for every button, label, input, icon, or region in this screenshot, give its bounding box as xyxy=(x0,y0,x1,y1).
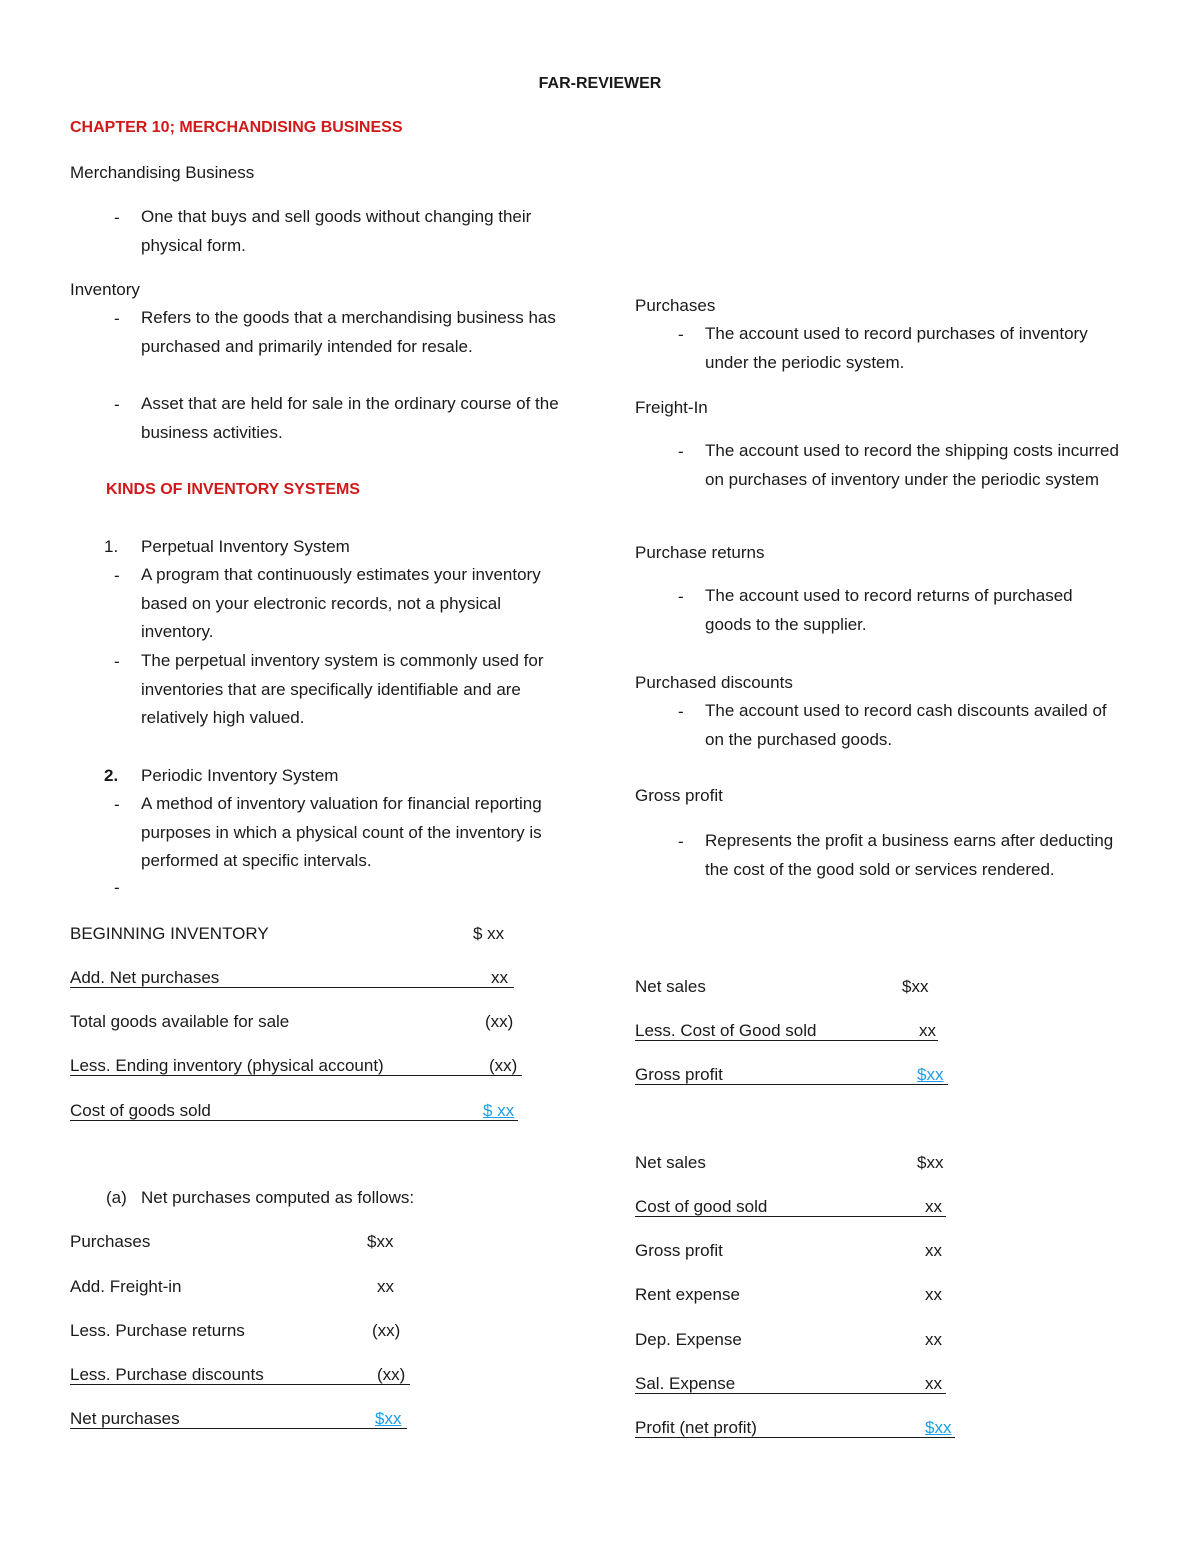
net-label: Gross profit xyxy=(635,1241,723,1260)
periodic-item: A method of inventory valuation for financial reporting purposes in which a physical count of the inventory is performed at specific intervals. xyxy=(141,794,542,871)
np-label: Purchases xyxy=(70,1232,151,1251)
cogs-label: Less. Ending inventory (physical account) xyxy=(70,1056,384,1075)
bullet-dash: - xyxy=(114,208,120,227)
bullet-dash: - xyxy=(114,795,120,814)
gp-total-value: $xx xyxy=(917,1065,944,1084)
gp-label: Net sales xyxy=(635,977,706,996)
gp-total-label: Gross profit xyxy=(635,1065,723,1084)
net-purchases-heading: Net purchases computed as follows: xyxy=(141,1188,415,1207)
underline-rule xyxy=(635,1084,948,1085)
np-value: (xx) xyxy=(372,1321,401,1340)
cogs-label: Total goods available for sale xyxy=(70,1012,290,1031)
net-value: xx xyxy=(925,1330,942,1349)
underline-rule xyxy=(635,1393,946,1394)
np-value: xx xyxy=(377,1277,394,1296)
chapter-heading: CHAPTER 10; MERCHANDISING BUSINESS xyxy=(70,119,403,136)
bullet-dash: - xyxy=(678,832,684,851)
bullet-dash: - xyxy=(678,442,684,461)
bullet-dash: - xyxy=(114,878,120,897)
net-label: Net sales xyxy=(635,1153,706,1172)
merch-desc: One that buys and sell goods without changing their physical form. xyxy=(141,207,532,255)
cogs-total-label: Cost of goods sold xyxy=(70,1101,211,1120)
merch-heading: Merchandising Business xyxy=(70,163,255,182)
perpetual-item: The perpetual inventory system is commonly used for inventories that are specifically identifiable and are relatively high valued. xyxy=(141,651,544,728)
def-desc: The account used to record returns of purchased goods to the supplier. xyxy=(705,586,1073,634)
cogs-label: BEGINNING INVENTORY xyxy=(70,924,269,943)
net-label: Rent expense xyxy=(635,1285,740,1304)
cogs-total-value: $ xx xyxy=(483,1101,515,1120)
page-title: FAR-REVIEWER xyxy=(538,75,662,92)
net-value: xx xyxy=(925,1241,942,1260)
def-heading: Purchases xyxy=(635,296,716,315)
cogs-value: (xx) xyxy=(489,1056,518,1075)
np-value: $xx xyxy=(367,1232,394,1251)
underline-rule xyxy=(70,987,514,988)
np-label: Less. Purchase discounts xyxy=(70,1365,264,1384)
net-total-label: Profit (net profit) xyxy=(635,1418,757,1437)
bullet-dash: - xyxy=(678,587,684,606)
kinds-heading: KINDS OF INVENTORY SYSTEMS xyxy=(106,481,360,498)
net-value: xx xyxy=(925,1285,942,1304)
bullet-dash: - xyxy=(678,702,684,721)
underline-rule xyxy=(635,1040,938,1041)
np-value: (xx) xyxy=(377,1365,406,1384)
net-value: xx xyxy=(925,1197,942,1216)
def-desc: Represents the profit a business earns after deducting the cost of the good sold or services rendered. xyxy=(705,831,1114,879)
def-heading: Purchase returns xyxy=(635,543,765,562)
cogs-value: (xx) xyxy=(485,1012,514,1031)
np-total-value: $xx xyxy=(375,1409,402,1428)
def-heading: Gross profit xyxy=(635,786,723,805)
net-value: $xx xyxy=(917,1153,944,1172)
bullet-dash: - xyxy=(114,309,120,328)
bullet-dash: - xyxy=(114,395,120,414)
inventory-item: Asset that are held for sale in the ordinary course of the business activities. xyxy=(141,394,559,442)
net-label: Sal. Expense xyxy=(635,1374,736,1393)
net-label: Dep. Expense xyxy=(635,1330,742,1349)
underline-rule xyxy=(70,1075,522,1076)
underline-rule xyxy=(70,1120,518,1121)
underline-rule xyxy=(635,1437,955,1438)
inventory-heading: Inventory xyxy=(70,280,140,299)
underline-rule xyxy=(70,1428,407,1429)
bullet-dash: - xyxy=(678,325,684,344)
perpetual-item: A program that continuously estimates your inventory based on your electronic records, not a physical inventory. xyxy=(141,565,541,642)
gp-value: $xx xyxy=(902,977,929,996)
def-desc: The account used to record the shipping costs incurred on purchases of inventory under the periodic system xyxy=(705,441,1119,489)
net-label: Cost of good sold xyxy=(635,1197,768,1216)
def-desc: The account used to record cash discounts availed of on the purchased goods. xyxy=(705,701,1107,749)
np-total-label: Net purchases xyxy=(70,1409,180,1428)
cogs-value: $ xx xyxy=(473,924,505,943)
underline-rule xyxy=(70,1384,410,1385)
cogs-label: Add. Net purchases xyxy=(70,968,220,987)
def-desc: The account used to record purchases of inventory under the periodic system. xyxy=(705,324,1088,372)
np-label: Add. Freight-in xyxy=(70,1277,182,1296)
cogs-value: xx xyxy=(491,968,508,987)
def-heading: Purchased discounts xyxy=(635,673,793,692)
periodic-heading: Periodic Inventory System xyxy=(141,766,339,785)
bullet-dash: - xyxy=(114,652,120,671)
gp-label: Less. Cost of Good sold xyxy=(635,1021,817,1040)
list-number: 1. xyxy=(104,537,119,556)
bullet-dash: - xyxy=(114,566,120,585)
def-heading: Freight-In xyxy=(635,398,708,417)
inventory-item: Refers to the goods that a merchandising business has purchased and primarily intended for resale. xyxy=(141,308,556,356)
perpetual-heading: Perpetual Inventory System xyxy=(141,537,350,556)
list-number: 2. xyxy=(104,766,119,785)
list-marker: (a) xyxy=(106,1188,127,1207)
net-value: xx xyxy=(925,1374,942,1393)
np-label: Less. Purchase returns xyxy=(70,1321,245,1340)
underline-rule xyxy=(635,1216,946,1217)
net-total-value: $xx xyxy=(925,1418,952,1437)
gp-value: xx xyxy=(919,1021,936,1040)
